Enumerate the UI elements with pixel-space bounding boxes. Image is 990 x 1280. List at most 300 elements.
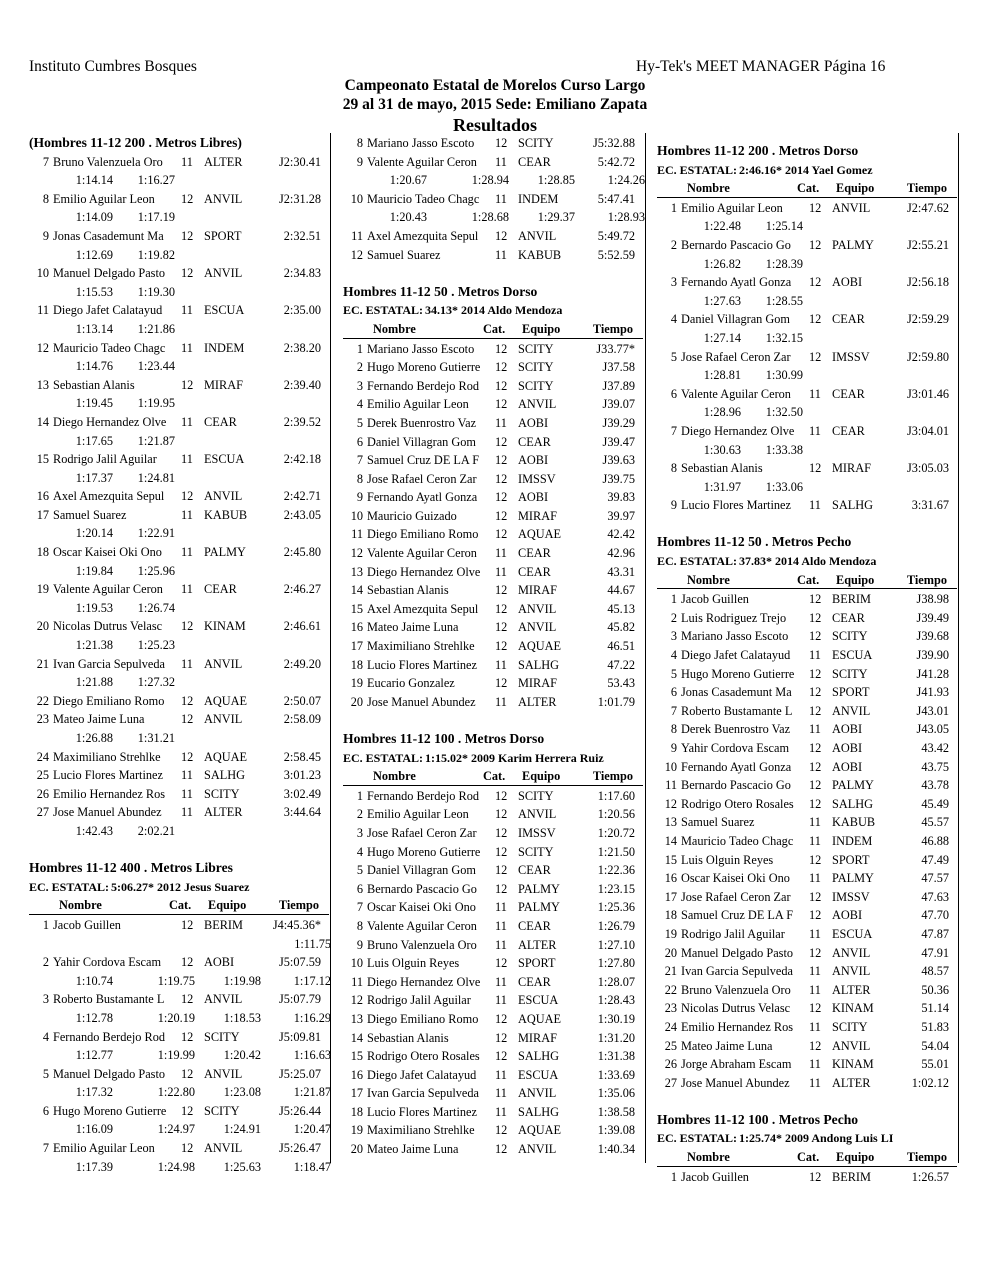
- result-row: [343, 226, 645, 245]
- category: 12: [181, 917, 194, 932]
- team: MIRAF: [518, 676, 557, 691]
- final-time: 2:46.61: [283, 619, 321, 634]
- team: ANVIL: [204, 191, 243, 206]
- final-time: J37.58: [602, 360, 635, 375]
- final-time: 46.51: [607, 639, 635, 654]
- split-time: 1:14.09: [75, 210, 113, 225]
- result-row: [343, 804, 645, 823]
- category: 11: [495, 1104, 507, 1119]
- swimmer-name: Rodrigo Otero Rosales: [681, 796, 794, 811]
- team: ESCUA: [832, 926, 873, 941]
- split-time: 1:19.99: [157, 1048, 195, 1063]
- split-time: 1:22.91: [137, 526, 175, 541]
- category: 11: [495, 900, 507, 915]
- split-time: 1:28.93: [607, 210, 645, 225]
- category: 12: [809, 889, 822, 904]
- swimmer-name: Jorge Abraham Escam: [681, 1057, 792, 1072]
- place: 1: [42, 917, 49, 932]
- final-time: 1:20.72: [597, 825, 635, 840]
- result-row: [657, 645, 959, 664]
- split-time: 1:26.82: [703, 256, 741, 271]
- split-row: [29, 319, 331, 338]
- swimmer-name: Rodrigo Jalil Aguilar: [53, 452, 157, 467]
- spacer-row: [657, 1091, 959, 1110]
- split-row: [29, 1119, 331, 1138]
- swimmer-name: Jacob Guillen: [53, 917, 121, 932]
- result-row: [343, 860, 645, 879]
- split-time: 1:21.86: [137, 321, 175, 336]
- swimmer-name: Samuel Suarez: [681, 815, 755, 830]
- category: 11: [495, 694, 507, 709]
- category: 12: [181, 191, 194, 206]
- swimmer-name: Rodrigo Jalil Aguilar: [367, 993, 471, 1008]
- category: 12: [809, 629, 822, 644]
- header-cat: Cat.: [797, 181, 820, 196]
- place: 11: [351, 974, 363, 989]
- final-time: J39.68: [916, 629, 949, 644]
- category: 12: [809, 741, 822, 755]
- category: 12: [495, 620, 508, 635]
- place: 19: [350, 1123, 363, 1138]
- place: 3: [356, 378, 363, 393]
- header-time: Tiempo: [592, 769, 633, 784]
- team: CEAR: [832, 386, 865, 401]
- place: 2: [670, 237, 677, 252]
- swimmer-name: Mariano Jasso Escoto: [367, 136, 475, 150]
- place: 17: [350, 639, 363, 654]
- place: 7: [670, 423, 677, 438]
- final-time: 47.49: [921, 852, 949, 867]
- team: AOBI: [518, 415, 549, 430]
- swimmer-name: Maximiliano Strehlke: [367, 1123, 475, 1138]
- result-row: [29, 989, 331, 1008]
- column-header-row: [343, 319, 643, 339]
- place: 7: [670, 703, 677, 718]
- final-time: J2:59.80: [906, 349, 949, 364]
- results-column-3: [657, 141, 959, 1185]
- category: 11: [809, 1075, 821, 1090]
- swimmer-name: Ivan Garcia Sepulveda: [53, 656, 165, 671]
- category: 11: [181, 452, 193, 467]
- swimmer-name: Samuel Cruz DE LA F: [367, 453, 480, 468]
- team: SCITY: [204, 1103, 240, 1118]
- final-time: 47.63: [921, 889, 949, 904]
- team: AQUAE: [518, 639, 562, 654]
- event-title: Hombres 11-12 50 . Metros Dorso: [343, 283, 538, 299]
- swimmer-name: Bernardo Pascacio Go: [681, 778, 791, 793]
- final-time: 1:27.10: [597, 937, 635, 952]
- header-cat: Cat.: [797, 572, 820, 587]
- header-cat: Cat.: [169, 898, 192, 913]
- team: CEAR: [518, 974, 551, 989]
- result-row: [657, 924, 959, 943]
- category: 12: [495, 583, 508, 598]
- place: 9: [670, 498, 677, 513]
- final-time: 43.31: [607, 564, 635, 579]
- split-row: [29, 561, 331, 580]
- swimmer-name: Diego Jafet Calatayud: [681, 648, 791, 663]
- split-time: 1:28.94: [471, 173, 509, 188]
- swimmer-name: Mateo Jaime Luna: [367, 1142, 459, 1157]
- category: 11: [181, 303, 193, 318]
- final-time: J5:07.59: [278, 955, 321, 970]
- place: 4: [670, 312, 677, 327]
- category: 12: [181, 1103, 194, 1118]
- split-time: 1:17.37: [75, 470, 113, 485]
- final-time: 43.75: [921, 759, 949, 774]
- results-column-2: [343, 133, 645, 1158]
- final-time: 3:02.49: [283, 786, 321, 801]
- result-row: [29, 691, 331, 710]
- split-time: 1:12.78: [75, 1010, 113, 1025]
- split-time: 1:33.38: [765, 442, 803, 457]
- place: 14: [664, 833, 677, 848]
- team: ANVIL: [204, 992, 243, 1007]
- swimmer-name: Lucio Flores Martinez: [367, 657, 477, 672]
- state-record-line: [657, 160, 959, 179]
- split-time: 1:24.81: [137, 470, 175, 485]
- record-label: EC. ESTATAL:: [657, 554, 738, 569]
- team: CEAR: [832, 423, 865, 438]
- header-cat: Cat.: [797, 1150, 820, 1165]
- place: 11: [351, 527, 363, 542]
- split-time: 1:20.67: [389, 173, 427, 188]
- record-value: 1:25.74* 2009 Andong Luis LI: [739, 1131, 894, 1146]
- header-team: Equipo: [836, 572, 875, 587]
- final-time: 2:58.45: [283, 749, 321, 764]
- place: 12: [664, 796, 677, 811]
- result-row: [343, 1028, 645, 1047]
- final-time: 5:47.41: [597, 191, 635, 206]
- split-row: [29, 245, 331, 264]
- result-row: [657, 1036, 959, 1055]
- event-title: Hombres 11-12 50 . Metros Pecho: [657, 534, 852, 550]
- place: 26: [664, 1057, 677, 1072]
- team: BERIM: [832, 1169, 871, 1184]
- team: ANVIL: [832, 1038, 871, 1053]
- category: 11: [809, 423, 821, 438]
- team: CEAR: [204, 414, 237, 429]
- result-row: [343, 580, 645, 599]
- record-label: EC. ESTATAL:: [29, 879, 110, 894]
- result-row: [657, 812, 959, 831]
- category: 12: [809, 237, 822, 252]
- place: 24: [36, 749, 49, 764]
- category: 12: [181, 955, 194, 970]
- team: BERIM: [832, 592, 871, 607]
- final-time: 1:26.57: [911, 1169, 949, 1184]
- team: AOBI: [832, 908, 863, 923]
- final-time: 1:35.06: [597, 1086, 635, 1101]
- header-time: Tiempo: [278, 898, 319, 913]
- category: 12: [809, 349, 822, 364]
- swimmer-name: Oscar Kaisei Oki Ono: [681, 871, 790, 886]
- place: 26: [36, 786, 49, 801]
- place: 9: [42, 228, 49, 243]
- category: 12: [809, 1001, 822, 1016]
- place: 18: [664, 908, 677, 923]
- final-time: J39.07: [602, 397, 635, 412]
- swimmer-name: Derek Buenrostro Vaz: [681, 722, 791, 737]
- spacer-row: [29, 840, 331, 859]
- place: 4: [670, 648, 677, 663]
- split-time: 1:18.53: [223, 1010, 261, 1025]
- team: ANVIL: [832, 200, 871, 215]
- category: 11: [181, 414, 193, 429]
- swimmer-name: Sebastian Alanis: [681, 461, 763, 476]
- team: PALMY: [832, 237, 874, 252]
- swimmer-name: Bruno Valenzuela Oro: [681, 982, 791, 997]
- swimmer-name: Lucio Flores Martinez: [53, 768, 163, 783]
- place: 13: [350, 1011, 363, 1026]
- swimmer-name: Manuel Delgado Pasto: [53, 266, 166, 281]
- final-time: 45.82: [607, 620, 635, 635]
- category: 11: [809, 926, 821, 941]
- team: SCITY: [518, 136, 554, 150]
- final-time: J39.63: [602, 453, 635, 468]
- header-name: Nombre: [687, 572, 730, 587]
- final-time: J3:04.01: [906, 423, 949, 438]
- category: 12: [181, 749, 194, 764]
- place: 25: [36, 768, 49, 783]
- split-time: 1:28.85: [537, 173, 575, 188]
- split-time: 1:30.63: [703, 442, 741, 457]
- team: ANVIL: [518, 620, 557, 635]
- category: 12: [495, 863, 508, 878]
- swimmer-name: Nicolas Dutrus Velasc: [681, 1001, 791, 1016]
- place: 20: [664, 945, 677, 960]
- split-row: [657, 402, 959, 421]
- result-row: [657, 868, 959, 887]
- swimmer-name: Daniel Villagran Gom: [367, 434, 476, 449]
- place: 1: [356, 788, 363, 803]
- split-row: [29, 635, 331, 654]
- event-title: Hombres 11-12 100 . Metros Dorso: [343, 731, 545, 746]
- category: 12: [809, 778, 822, 793]
- split-time: 1:27.32: [137, 675, 175, 690]
- team: ANVIL: [832, 945, 871, 960]
- place: 3: [670, 275, 677, 290]
- team: ANVIL: [518, 1142, 557, 1157]
- split-time: 1:19.95: [137, 396, 175, 411]
- team: ANVIL: [832, 703, 871, 718]
- place: 14: [350, 1030, 363, 1045]
- category: 12: [809, 852, 822, 867]
- split-time: 1:25.23: [137, 638, 175, 653]
- swimmer-name: Samuel Suarez: [367, 247, 441, 262]
- result-row: [657, 664, 959, 683]
- category: 12: [809, 796, 822, 811]
- place: 21: [664, 964, 677, 979]
- result-row: [657, 905, 959, 924]
- team: ALTER: [518, 694, 557, 709]
- split-row: [343, 170, 645, 189]
- place: 9: [356, 490, 363, 505]
- final-time: 1:40.34: [597, 1142, 635, 1157]
- place: 5: [356, 863, 363, 878]
- split-row: [657, 365, 959, 384]
- swimmer-name: Fernando Ayatl Gonza: [681, 759, 792, 774]
- final-time: 5:52.59: [597, 247, 635, 262]
- result-row: [657, 701, 959, 720]
- result-row: [657, 1054, 959, 1073]
- category: 12: [495, 825, 508, 840]
- result-row: [343, 376, 645, 395]
- swimmer-name: Valente Aguilar Ceron: [367, 918, 477, 933]
- swimmer-name: Sebastian Alanis: [367, 583, 449, 598]
- event-heading: [657, 1110, 959, 1129]
- place: 20: [36, 619, 49, 634]
- swimmer-name: Roberto Bustamante L: [681, 703, 793, 718]
- header-cat: Cat.: [483, 769, 506, 784]
- team: ANVIL: [204, 1141, 243, 1156]
- team: AOBI: [832, 275, 863, 290]
- category: 11: [809, 722, 821, 737]
- final-time: 50.36: [921, 982, 949, 997]
- result-row: [343, 357, 645, 376]
- split-time: 1:17.12: [293, 973, 331, 988]
- place: 4: [356, 397, 363, 412]
- category: 12: [181, 1029, 194, 1044]
- swimmer-name: Jose Rafael Ceron Zar: [367, 825, 477, 840]
- split-time: 1:31.21: [137, 731, 175, 745]
- place: 16: [350, 620, 363, 635]
- result-row: [657, 384, 959, 403]
- result-row: [343, 953, 645, 972]
- header-institution: Instituto Cumbres Bosques: [29, 58, 197, 75]
- split-row: [29, 1157, 331, 1176]
- column-header-row: [657, 1147, 957, 1167]
- category: 11: [495, 154, 507, 169]
- split-row: [657, 291, 959, 310]
- final-time: 2:50.07: [283, 693, 321, 708]
- final-time: J3:01.46: [906, 386, 949, 401]
- split-row: [657, 440, 959, 459]
- split-row: [657, 328, 959, 347]
- swimmer-name: Sebastian Alanis: [53, 377, 135, 392]
- team: ANVIL: [204, 656, 243, 671]
- team: ANVIL: [204, 266, 243, 281]
- category: 12: [495, 136, 508, 150]
- team: ALTER: [832, 1075, 871, 1090]
- place: 7: [42, 1141, 49, 1156]
- team: AOBI: [204, 955, 235, 970]
- category: 12: [495, 639, 508, 654]
- team: CEAR: [832, 312, 865, 327]
- final-time: J2:47.62: [906, 200, 949, 215]
- event-heading: [29, 133, 331, 152]
- result-row: [29, 375, 331, 394]
- team: MIRAF: [832, 461, 871, 476]
- final-time: 55.01: [921, 1057, 949, 1072]
- result-row: [343, 897, 645, 916]
- category: 12: [495, 676, 508, 691]
- result-row: [29, 189, 331, 208]
- final-time: 1:02.12: [911, 1075, 949, 1090]
- category: 12: [181, 619, 194, 634]
- split-row: [29, 1045, 331, 1064]
- event-title: Hombres 11-12 200 . Metros Dorso: [657, 143, 859, 158]
- final-time: 2:42.71: [283, 489, 321, 504]
- result-row: [29, 226, 331, 245]
- final-time: 42.96: [607, 546, 635, 561]
- result-row: [657, 998, 959, 1017]
- swimmer-name: Samuel Suarez: [53, 507, 127, 522]
- swimmer-name: Diego Hernandez Olve: [367, 974, 481, 989]
- swimmer-name: Fernando Berdejo Rod: [367, 788, 480, 803]
- result-row: [29, 300, 331, 319]
- final-time: J43.05: [916, 722, 949, 737]
- split-time: 1:42.43: [75, 823, 113, 838]
- final-time: 1:27.80: [597, 956, 635, 971]
- split-time: 1:17.65: [75, 433, 113, 448]
- header-team: Equipo: [208, 898, 247, 913]
- category: 11: [809, 386, 821, 401]
- final-time: 2:39.40: [283, 377, 321, 392]
- team: PALMY: [518, 900, 560, 915]
- result-row: [29, 1027, 331, 1046]
- category: 11: [495, 564, 507, 579]
- header-name: Nombre: [687, 181, 730, 196]
- category: 11: [495, 657, 507, 672]
- swimmer-name: Mauricio Guizado: [367, 508, 457, 523]
- swimmer-name: Mateo Jaime Luna: [367, 620, 459, 635]
- record-label: EC. ESTATAL:: [343, 750, 424, 765]
- final-time: J4:45.36*: [272, 917, 321, 932]
- team: ESCUA: [832, 648, 873, 663]
- split-row: [657, 254, 959, 273]
- final-time: 1:28.43: [597, 993, 635, 1008]
- result-row: [343, 636, 645, 655]
- place: 17: [664, 889, 677, 904]
- category: 11: [495, 918, 507, 933]
- result-row: [29, 765, 331, 784]
- event-title: Hombres 11-12 100 . Metros Pecho: [657, 1111, 859, 1127]
- final-time: 1:26.79: [597, 918, 635, 933]
- team: MIRAF: [518, 583, 557, 598]
- swimmer-name: Emilio Aguilar Leon: [681, 200, 783, 215]
- result-row: [343, 990, 645, 1009]
- split-time: 1:31.97: [703, 479, 741, 494]
- result-row: [343, 133, 645, 152]
- split-time: 1:14.14: [75, 173, 113, 188]
- result-row: [657, 1073, 959, 1092]
- split-time: 1:23.08: [223, 1085, 261, 1100]
- place: 8: [42, 191, 49, 206]
- swimmer-name: Jose Manuel Abundez: [681, 1075, 790, 1090]
- split-time: 1:12.69: [75, 247, 113, 262]
- final-time: 1:17.60: [597, 788, 635, 803]
- team: ANVIL: [204, 1066, 243, 1081]
- result-row: [343, 786, 645, 805]
- category: 11: [809, 1019, 821, 1034]
- swimmer-name: Yahir Cordova Escam: [53, 955, 162, 970]
- place: 6: [356, 434, 363, 449]
- swimmer-name: Emilio Aguilar Leon: [367, 807, 469, 822]
- result-row: [657, 1017, 959, 1036]
- swimmer-name: Hugo Moreno Gutierre: [681, 666, 795, 681]
- state-record-line: [343, 300, 645, 319]
- result-row: [343, 1065, 645, 1084]
- split-row: [29, 672, 331, 691]
- state-record-line: [657, 551, 959, 570]
- split-time: 1:10.74: [75, 973, 113, 988]
- place: 6: [42, 1103, 49, 1118]
- team: SCITY: [204, 1029, 240, 1044]
- swimmer-name: Bernardo Pascacio Go: [367, 881, 477, 896]
- final-time: 1:20.56: [597, 807, 635, 822]
- swimmer-name: Fernando Ayatl Gonza: [367, 490, 478, 505]
